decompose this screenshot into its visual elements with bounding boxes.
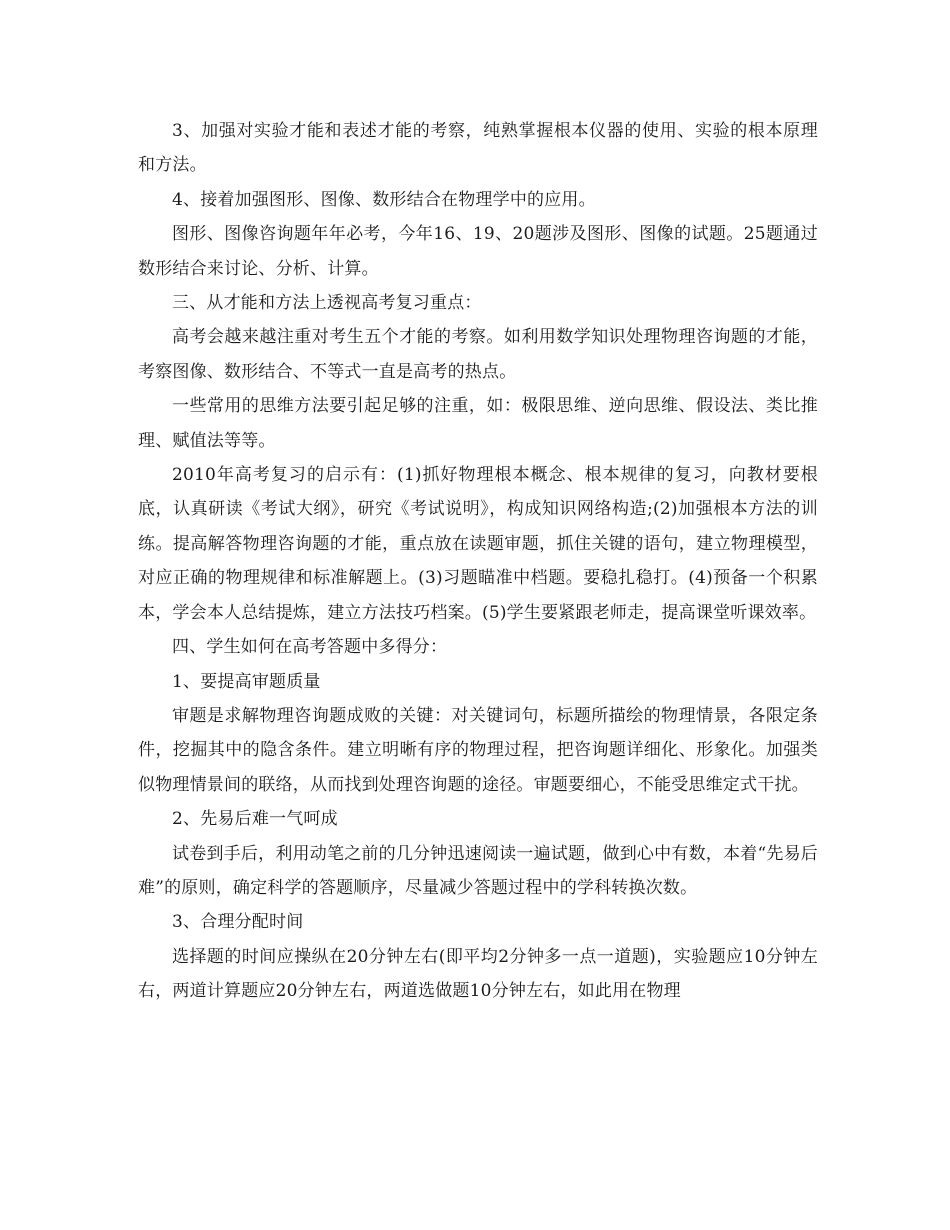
paragraph-experiment-skills: 3、加强对实验才能和表述才能的考察，纯熟掌握根本仪器的使用、实验的根本原理和方法。 — [138, 121, 818, 176]
paragraph-graph-application: 4、接着加强图形、图像、数形结合在物理学中的应用。 — [172, 189, 596, 210]
subheading-easy-first: 2、先易后难一气呵成 — [172, 809, 338, 830]
paragraph-2010-insights: 2010年高考复习的启示有：(1)抓好物理根本概念、根本规律的复习，向教材要根底，认真研读《考试大纲》，研究《考试说明》，构成知识网络构造;(2)加强根本方法的训练。提高解答物理咨询题的才能，重点放在读题审题，抓住关键的语句，建立物理模型，对应正确的物理规律和标准解题上。(3)习题瞄准中档题。要稳扎稳打。(4)预备一个积累本，学会本人总结提炼，建立方法技巧档案。(5)学生要紧跟老师走，提高课堂听课效率。 — [138, 465, 818, 623]
paragraph-five-abilities: 高考会越来越注重对考生五个才能的考察。如利用数学知识处理物理咨询题的才能，考察图像、数形结合、不等式一直是高考的热点。 — [138, 327, 818, 382]
section-heading-scoring: 四、学生如何在高考答题中多得分： — [172, 637, 448, 658]
paragraph-graph-questions: 图形、图像咨询题年年必考，今年16、19、20题涉及图形、图像的试题。25题通过数形结合来讨论、分析、计算。 — [138, 224, 818, 279]
paragraph-reading-questions: 审题是求解物理咨询题成败的关键：对关键词句，标题所描绘的物理情景，各限定条件，挖掘其中的隐含条件。建立明晰有序的物理过程，把咨询题详细化、形象化。加强类似物理情景间的联络，从而找到处理咨询题的途径。审题要细心，不能受思维定式干扰。 — [138, 705, 818, 795]
section-heading-review-focus: 三、从才能和方法上透视高考复习重点： — [172, 293, 482, 314]
paragraph-time-allocation: 选择题的时间应操纵在20分钟左右(即平均2分钟多一点一道题)，实验题应10分钟左右，两道计算题应20分钟左右，两道选做题10分钟左右，如此用在物理 — [138, 946, 818, 1002]
paragraph-easy-first: 试卷到手后，利用动笔之前的几分钟迅速阅读一遍试题，做到心中有数，本着“先易后难”的原则，确定科学的答题顺序，尽量减少答题过程中的学科转换次数。 — [138, 843, 818, 898]
subheading-reading-quality: 1、要提高审题质量 — [172, 671, 321, 692]
document-body — [138, 114, 818, 1009]
subheading-time-allocation: 3、合理分配时间 — [172, 912, 304, 933]
paragraph-thinking-methods: 一些常用的思维方法要引起足够的注重，如：极限思维、逆向思维、假设法、类比推理、赋值法等等。 — [138, 396, 818, 451]
